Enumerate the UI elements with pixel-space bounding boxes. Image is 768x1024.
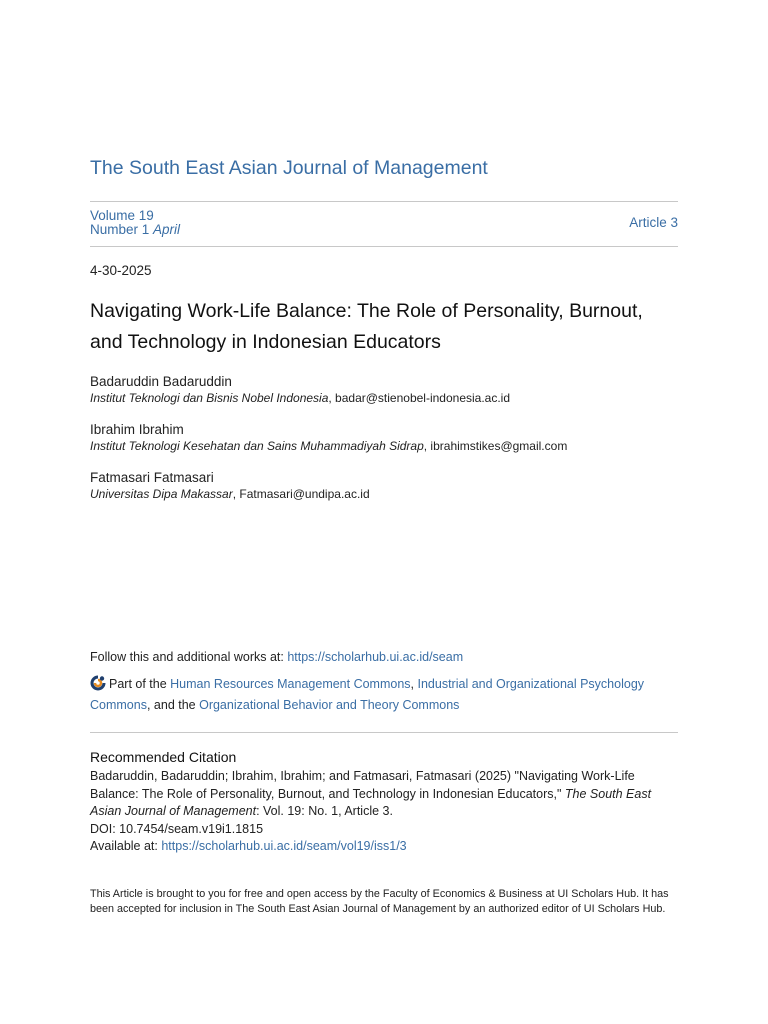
author-3 — [90, 469, 678, 503]
citation-doi: DOI: 10.7454/seam.v19i1.1815 — [90, 821, 264, 836]
part-of-commons — [90, 674, 680, 716]
author-institution: Universitas Dipa Makassar — [90, 487, 233, 501]
follow-link[interactable]: https://scholarhub.ui.ac.id/seam — [287, 650, 464, 664]
part-of-sep2: , and the — [146, 698, 200, 712]
volume-issue-block — [90, 209, 180, 237]
citation-url-link[interactable]: https://scholarhub.ui.ac.id/seam/vol19/iss1/3 — [161, 839, 407, 853]
author-affiliation — [90, 438, 678, 455]
journal-title-link[interactable]: The South East Asian Journal of Management — [90, 157, 488, 179]
commons-network-icon — [90, 675, 106, 691]
article-number-link[interactable]: Article 3 — [629, 215, 678, 230]
access-footnote: This Article is brought to you for free and open access by the Faculty of Economics & Business at UI Scholars Hub. It has been accepted for inclusion in The South East Asian Journal of Management by an authorized editor of UI Scholars Hub. — [90, 888, 669, 915]
author-institution: Institut Teknologi dan Bisnis Nobel Indonesia — [90, 391, 329, 405]
issue-month: April — [153, 222, 181, 237]
author-affiliation — [90, 390, 678, 407]
issue-number: Number 1 — [90, 222, 150, 237]
issue-link[interactable] — [90, 222, 180, 237]
author-1 — [90, 373, 678, 407]
author-name: Fatmasari Fatmasari — [90, 470, 214, 485]
citation-volume: : Vol. 19: No. 1, Article 3. — [256, 804, 393, 818]
publication-date: 4-30-2025 — [90, 263, 152, 278]
hr-management-commons-link[interactable]: Human Resources Management Commons — [170, 677, 411, 691]
citation-text: Badaruddin, Badaruddin; Ibrahim, Ibrahim; and Fatmasari, Fatmasari (2025) "Navigating Work-Life Balance: The Role of Personality, Burnout, and Technology in Indonesian Educators," — [90, 769, 635, 801]
author-email: , Fatmasari@undipa.ac.id — [232, 487, 370, 501]
follow-text: Follow this and additional works at: — [90, 650, 288, 664]
paper-title: Navigating Work-Life Balance: The Role of Personality, Burnout, and Technology in Indonesian Educators — [90, 300, 643, 353]
author-email: , badar@stienobel-indonesia.ac.id — [328, 391, 511, 405]
recommended-citation-body — [90, 768, 680, 856]
author-affiliation — [90, 486, 678, 503]
volume-link[interactable]: Volume 19 — [90, 208, 154, 223]
org-behavior-theory-commons-link[interactable]: Organizational Behavior and Theory Commons — [199, 698, 460, 712]
author-email: , ibrahimstikes@gmail.com — [423, 439, 568, 453]
author-institution: Institut Teknologi Kesehatan dan Sains Muhammadiyah Sidrap — [90, 439, 424, 453]
citation-available-label: Available at: — [90, 839, 162, 853]
industrial-org-psychology-commons-link[interactable]: Industrial and Organizational Psychology Commons — [90, 677, 645, 712]
top-divider — [90, 201, 678, 202]
follow-line — [90, 650, 463, 664]
citation-divider — [90, 732, 678, 733]
citation-journal: The South East Asian Journal of Management — [90, 786, 652, 818]
author-name: Ibrahim Ibrahim — [90, 422, 184, 437]
author-name: Badaruddin Badaruddin — [90, 374, 232, 389]
part-of-prefix: Part of the — [109, 677, 171, 691]
part-of-sep1: , — [410, 677, 418, 691]
recommended-citation-heading: Recommended Citation — [90, 749, 237, 765]
issue-divider — [90, 246, 678, 247]
author-2 — [90, 421, 678, 455]
